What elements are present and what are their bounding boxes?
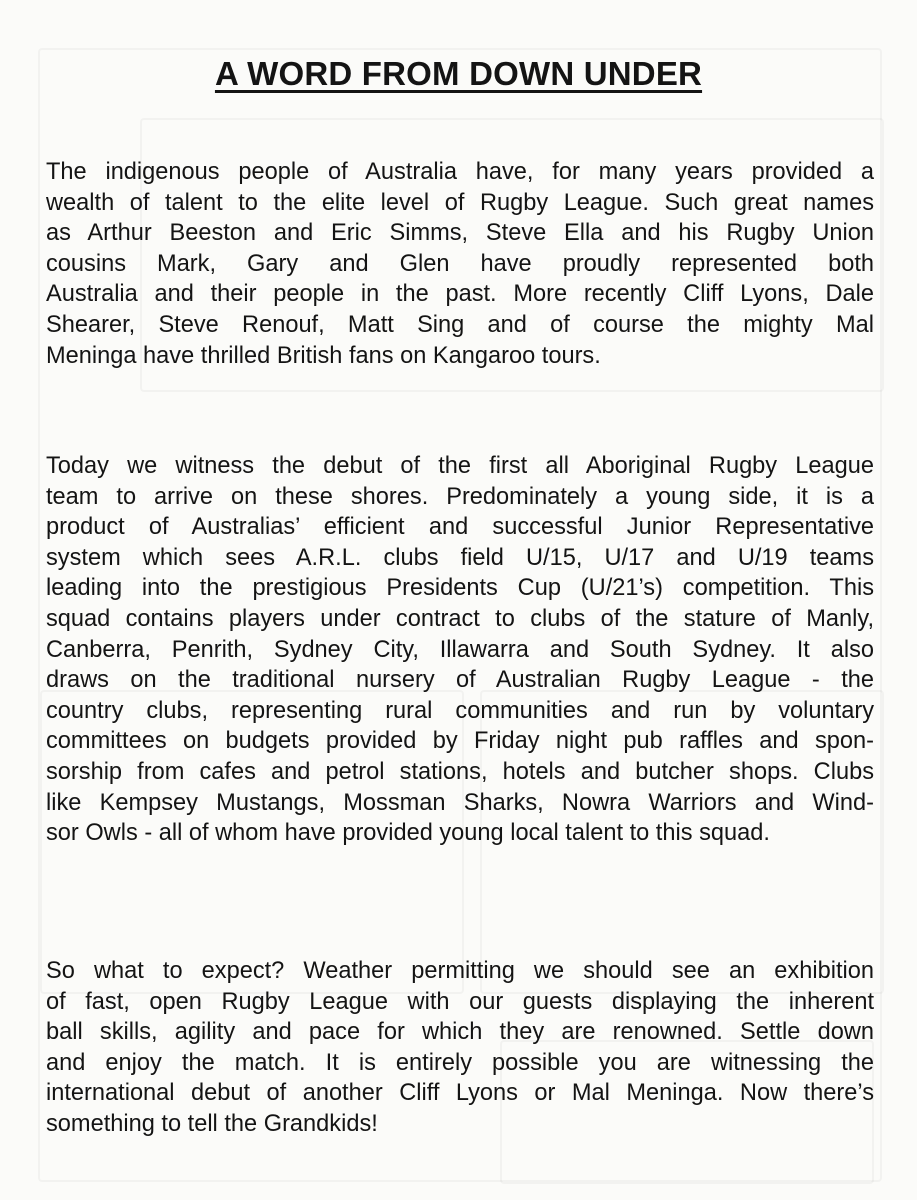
paragraph-2 (46, 451, 874, 849)
text-line: something to tell the Grandkids! (46, 1110, 378, 1137)
text-line: cousins Mark, Gary and Glen have proudly represented both (46, 250, 874, 277)
text-line: international debut of another Cliff Lyons or Mal Meninga. Now there’s (46, 1080, 874, 1107)
text-line: like Kempsey Mustangs, Mossman Sharks, Nowra Warriors and Wind- (46, 789, 874, 816)
text-line: So what to expect? Weather permitting we should see an exhibition (46, 958, 874, 984)
paragraph-3 (46, 956, 874, 1140)
text-line: squad contains players under contract to clubs of the stature of Manly, (46, 605, 874, 632)
text-line: The indigenous people of Australia have, for many years provided a (46, 159, 874, 185)
text-line: Australia and their people in the past. More recently Cliff Lyons, Dale (46, 281, 874, 308)
text-line: ball skills, agility and pace for which they are renowned. Settle down (46, 1019, 874, 1046)
text-line: system which sees A.R.L. clubs field U/15, U/17 and U/19 teams (46, 544, 874, 571)
text-line: sor Owls - all of whom have provided young local talent to this squad. (46, 820, 770, 847)
text-line: sorship from cafes and petrol stations, hotels and butcher shops. Clubs (46, 758, 874, 785)
text-line: as Arthur Beeston and Eric Simms, Steve Ella and his Rugby Union (46, 220, 874, 247)
text-line: and enjoy the match. It is entirely possible you are witnessing the (46, 1049, 874, 1076)
text-line: of fast, open Rugby League with our guests displaying the inherent (46, 988, 874, 1015)
article-title: A WORD FROM DOWN UNDER (214, 55, 703, 92)
text-line: Meninga have thrilled British fans on Kangaroo tours. (46, 342, 601, 369)
text-line: draws on the traditional nursery of Australian Rugby League - the (46, 667, 874, 694)
text-line: wealth of talent to the elite level of Rugby League. Such great names (46, 189, 874, 216)
text-line: Canberra, Penrith, Sydney City, Illawarra and South Sydney. It also (46, 636, 874, 663)
paragraph-1 (46, 157, 874, 371)
text-line: Today we witness the debut of the first all Aboriginal Rugby League (46, 453, 874, 479)
text-line: country clubs, representing rural communities and run by voluntary (46, 697, 874, 724)
text-line: Shearer, Steve Renouf, Matt Sing and of course the mighty Mal (46, 311, 874, 338)
text-line: product of Australias’ efficient and successful Junior Representative (46, 514, 874, 541)
text-line: team to arrive on these shores. Predominately a young side, it is a (46, 483, 874, 510)
text-line: leading into the prestigious Presidents Cup (U/21’s) competition. This (46, 575, 874, 602)
text-line: committees on budgets provided by Friday night pub raffles and spon- (46, 728, 874, 755)
